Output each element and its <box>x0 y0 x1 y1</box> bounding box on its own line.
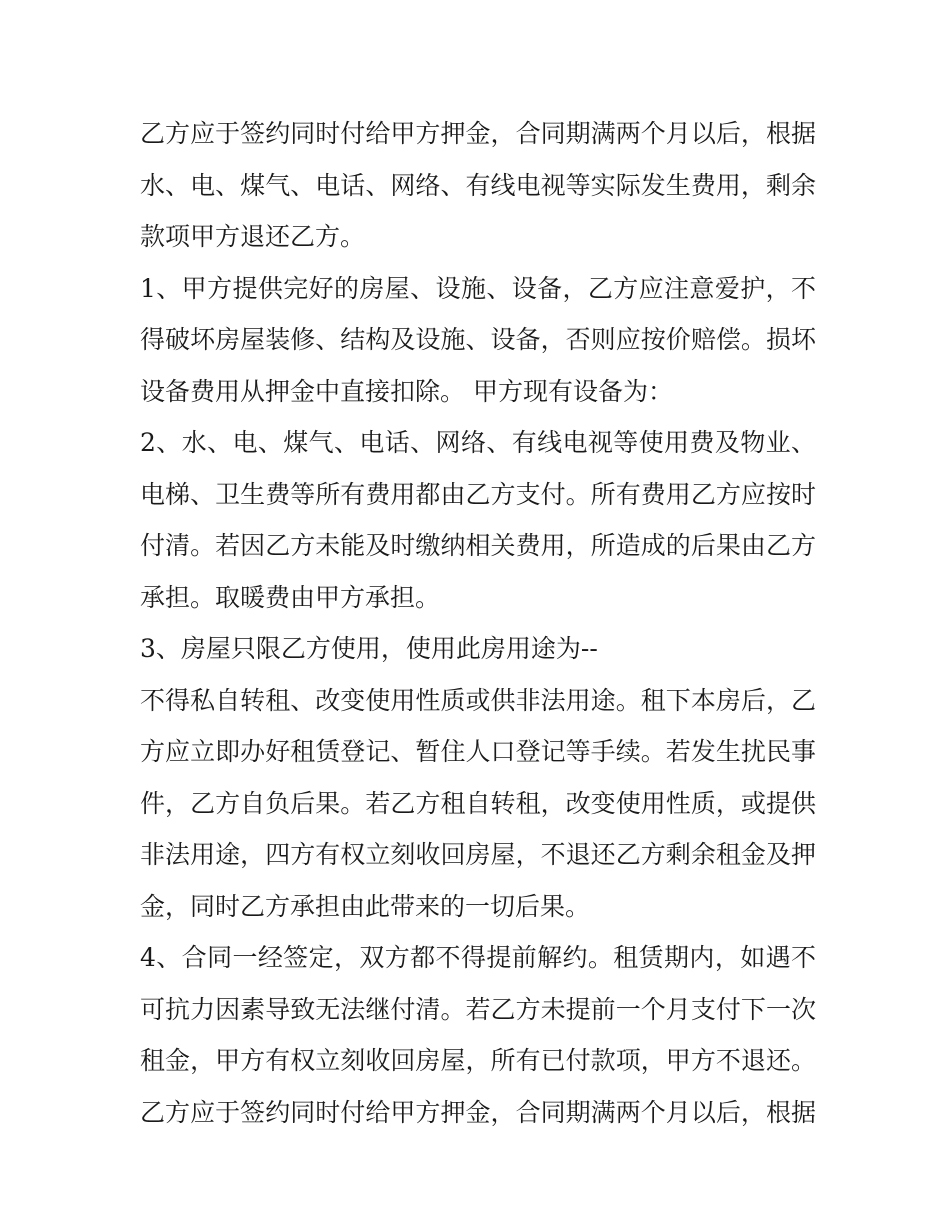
text-line: 租金，甲方有权立刻收回房屋，所有已付款项，甲方不退还。 <box>140 1046 816 1075</box>
text-line: 1、甲方提供完好的房屋、设施、设备，乙方应注意爱护，不 <box>140 273 816 303</box>
text-line: 4、合同一经签定，双方都不得提前解约。租赁期内，如遇不 <box>140 943 816 972</box>
text-line: 电梯、卫生费等所有费用都由乙方支付。所有费用乙方应按时 <box>140 479 816 509</box>
text-line: 付清。若因乙方未能及时缴纳相关费用，所造成的后果由乙方 <box>140 531 816 560</box>
text-line: 乙方应于签约同时付给甲方押金，合同期满两个月以后，根据 <box>140 119 816 148</box>
text-line: 3、房屋只限乙方使用，使用此房用途为-- <box>140 634 598 663</box>
text-line: 承担。取暖费由甲方承担。 <box>140 582 441 612</box>
text-line: 乙方应于签约同时付给甲方押金，合同期满两个月以后，根据 <box>140 1097 816 1127</box>
text-line: 金，同时乙方承担由此带来的一切后果。 <box>140 891 591 921</box>
document-body <box>140 108 816 1138</box>
text-line: 2、水、电、煤气、电话、网络、有线电视等使用费及物业、 <box>140 428 816 457</box>
text-line: 件，乙方自负后果。若乙方租自转租，改变使用性质，或提供 <box>140 788 816 818</box>
text-line: 方应立即办好租赁登记、暂住人口登记等手续。若发生扰民事 <box>140 737 816 766</box>
text-line: 非法用途，四方有权立刻收回房屋，不退还乙方剩余租金及押 <box>140 840 816 869</box>
text-line: 可抗力因素导致无法继付清。若乙方未提前一个月支付下一次 <box>140 994 816 1024</box>
text-line: 水、电、煤气、电话、网络、有线电视等实际发生费用，剩余 <box>140 170 816 200</box>
text-line: 不得私自转租、改变使用性质或供非法用途。租下本房后，乙 <box>140 685 816 715</box>
text-line: 设备费用从押金中直接扣除。 甲方现有设备为： <box>140 376 673 406</box>
text-line: 得破坏房屋装修、结构及设施、设备，否则应按价赔偿。损坏 <box>140 325 816 354</box>
text-line: 款项甲方退还乙方。 <box>140 222 366 251</box>
